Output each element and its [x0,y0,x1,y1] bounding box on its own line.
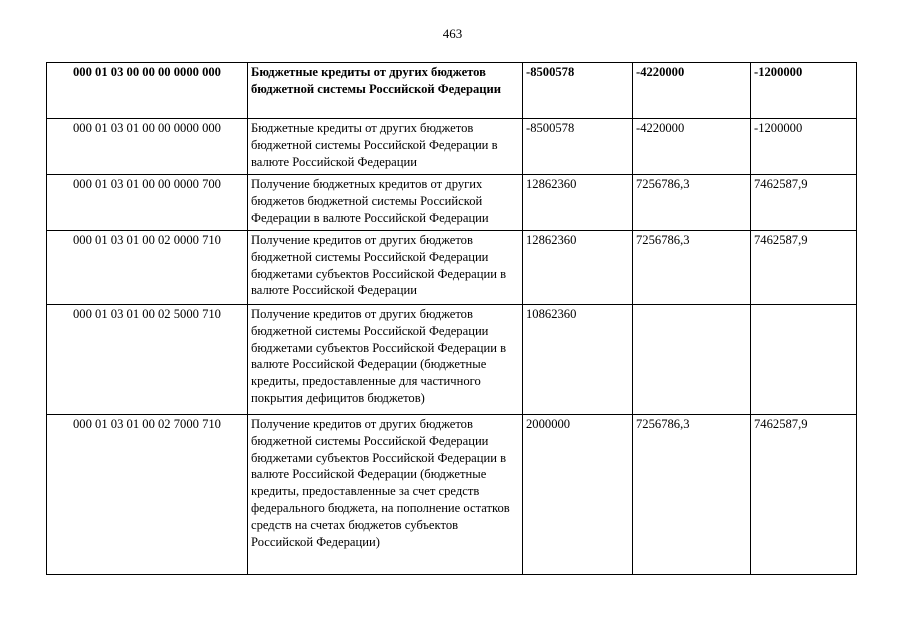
row-value-2: -4220000 [633,119,751,175]
row-value-3 [751,305,857,415]
row-code: 000 01 03 00 00 00 0000 000 [47,63,248,119]
row-code: 000 01 03 01 00 00 0000 700 [47,175,248,231]
row-value-3: -1200000 [751,119,857,175]
row-code: 000 01 03 01 00 02 7000 710 [47,415,248,575]
budget-table [46,62,857,575]
row-value-2 [633,305,751,415]
row-value-3: 7462587,9 [751,175,857,231]
row-value-3: 7462587,9 [751,415,857,575]
row-value-1: -8500578 [523,119,633,175]
table-row [47,63,857,119]
row-value-1: 10862360 [523,305,633,415]
row-value-2: -4220000 [633,63,751,119]
row-value-3: -1200000 [751,63,857,119]
table-row [47,119,857,175]
row-value-1: -8500578 [523,63,633,119]
row-name: Получение бюджетных кредитов от других бюджетов бюджетной системы Российской Федерации в валюте Российской Федерации [248,175,523,231]
row-code: 000 01 03 01 00 00 0000 000 [47,119,248,175]
row-name: Получение кредитов от других бюджетов бюджетной системы Российской Федерации бюджетами субъектов Российской Федерации в валюте Российской Федерации (бюджетные кредиты, предоставленные для частичного покрытия дефицитов бюджетов) [248,305,523,415]
row-code: 000 01 03 01 00 02 5000 710 [47,305,248,415]
row-code: 000 01 03 01 00 02 0000 710 [47,231,248,305]
row-name: Бюджетные кредиты от других бюджетов бюджетной системы Российской Федерации [248,63,523,119]
table-row [47,415,857,575]
row-value-1: 12862360 [523,231,633,305]
row-name: Получение кредитов от других бюджетов бюджетной системы Российской Федерации бюджетами субъектов Российской Федерации в валюте Российской Федерации (бюджетные кредиты, предоставленные за счет средств федерального бюджета, на пополнение остатков средств на счетах бюджетов субъектов Российской Федерации) [248,415,523,575]
row-name: Получение кредитов от других бюджетов бюджетной системы Российской Федерации бюджетами субъектов Российской Федерации в валюте Российской Федерации [248,231,523,305]
row-value-2: 7256786,3 [633,415,751,575]
page-number: 463 [442,26,463,41]
row-value-2: 7256786,3 [633,231,751,305]
table-row [47,305,857,415]
row-value-2: 7256786,3 [633,175,751,231]
row-value-3: 7462587,9 [751,231,857,305]
table-row [47,231,857,305]
row-value-1: 2000000 [523,415,633,575]
row-value-1: 12862360 [523,175,633,231]
row-name: Бюджетные кредиты от других бюджетов бюджетной системы Российской Федерации в валюте Российской Федерации [248,119,523,175]
table-row [47,175,857,231]
